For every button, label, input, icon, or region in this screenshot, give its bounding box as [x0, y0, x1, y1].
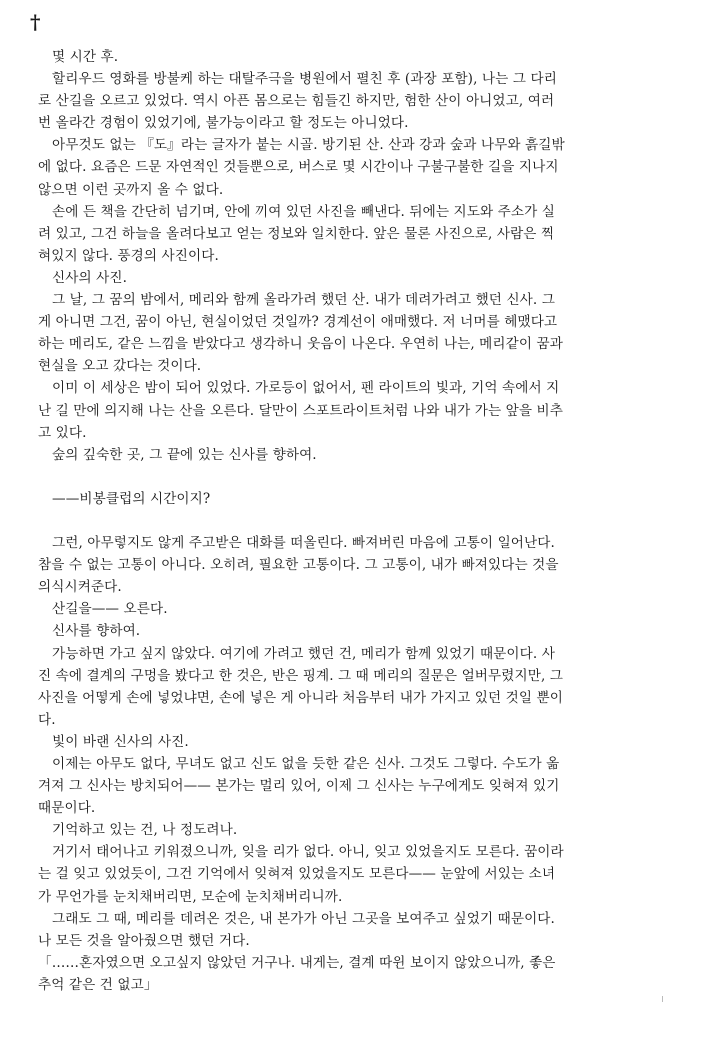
text-line: 숲의 깊숙한 곳, 그 끝에 있는 신사를 향하여. [52, 446, 317, 463]
text-line: 할리우드 영화를 방불케 하는 대탈주극을 병원에서 펼친 후 (과장 포함), 나는 그 다리 [52, 71, 557, 88]
text-line: 에 없다. 요즘은 드문 자연적인 것들뿐으로, 버스로 몇 시간이나 구불구불한 길을 지나지 [38, 159, 559, 176]
text-line: 추억 같은 건 없고」 [38, 976, 158, 993]
text-line: 가능하면 가고 싶지 않았다. 여기에 가려고 했던 건, 메리가 함께 있었기 때문이다. 사 [52, 645, 555, 662]
text-line: 거기서 태어나고 키워졌으니까, 잊을 리가 없다. 아니, 잊고 있었을지도 모른다. 꿈이라 [52, 844, 564, 861]
text-line: 사진을 어떻게 손에 넣었냐면, 손에 넣은 게 아니라 처음부터 내가 가지고 있던 것일 뿐이 [38, 689, 563, 706]
text-line: 「……혼자였으면 오고싶지 않았던 거구나. 내게는, 결계 따윈 보이지 않았으니까, 좋은 [38, 954, 556, 971]
text-line: 몇 시간 후. [52, 49, 119, 65]
text-line: 이제는 아무도 없다, 무녀도 없고 신도 없을 듯한 같은 신사. 그것도 그렇다. 수도가 옮 [52, 756, 560, 772]
text-line: 가 무언가를 눈치채버리면, 모순에 눈치채버리니까. [38, 888, 343, 905]
text-line: 신사의 사진. [52, 269, 127, 286]
text-line: ——비봉클럽의 시간이지? [52, 490, 211, 507]
text-line: 때문이다. [38, 800, 96, 817]
text-line: 그 날, 그 꿈의 밤에서, 메리와 함께 올라가려 했던 산. 내가 데려가려고 했던 신사. 그 [52, 292, 555, 309]
text-line: 다. [38, 711, 56, 728]
text-line: 빛이 바랜 신사의 사진. [52, 733, 189, 750]
body-text [38, 46, 672, 996]
text-line: 현실을 오고 갔다는 것이다. [38, 358, 202, 375]
text-line: 나 모든 것을 알아줬으면 했던 거다. [38, 932, 250, 949]
text-line: 않으면 이런 곳까지 올 수 없다. [38, 181, 224, 198]
text-line: 신사를 향하여. [52, 623, 141, 640]
text-line: 아무것도 없는 『도』라는 글자가 붙는 시골. 방기된 산. 산과 강과 숲과 나무와 흙길밖 [52, 137, 565, 154]
text-line: 고 있다. [38, 424, 87, 441]
text-line: 이미 이 세상은 밤이 되어 있었다. 가로등이 없어서, 펜 라이트의 빛과, 기억 속에서 지 [52, 380, 560, 397]
text-line: 번 올라간 경험이 있었기에, 불가능이라고 할 정도는 아니었다. [38, 115, 409, 132]
text-line: 그런, 아무렇지도 않게 주고받은 대화를 떠올린다. 빠져버린 마음에 고통이 일어난다. [52, 535, 555, 552]
text-line: 려 있고, 그건 하늘을 올려다보고 얻는 정보와 일치한다. 앞은 물론 사진으로, 사람은 찍 [38, 225, 555, 242]
text-line: 게 아니면 그건, 꿈이 아닌, 현실이었던 것일까? 경계선이 애매했다. 저 너머를 헤맸다고 [38, 314, 558, 331]
text-line: 로 산길을 오르고 있었다. 역시 아픈 몸으로는 힘들긴 하지만, 험한 산이 아니었고, 여러 [38, 93, 555, 110]
text-line: 진 속에 결계의 구멍을 봤다고 한 것은, 반은 핑계. 그 때 메리의 질문은 얼버무렸지만, 그 [38, 667, 564, 684]
text-line: 겨져 그 신사는 방치되어—— 본가는 멀리 있어, 이제 그 신사는 누구에게도 잊혀져 있기 [38, 778, 560, 795]
text-line: 손에 든 책을 간단히 넘기며, 안에 끼여 있던 사진을 빼낸다. 뒤에는 지도와 주소가 실 [52, 203, 555, 220]
text-line: 기억하고 있는 건, 나 정도려나. [52, 822, 238, 839]
text-line: 의식시켜준다. [38, 579, 122, 596]
text-line: 난 길 만에 의지해 나는 산을 오른다. 달만이 스포트라이트처럼 나와 내가 가는 앞을 비추 [38, 402, 563, 419]
text-line: 참을 수 없는 고통이 아니다. 오히려, 필요한 고통이다. 그 고통이, 내가 빠져있다는 것을 [38, 557, 559, 574]
blank-line [38, 510, 672, 532]
dagger-mark: † [30, 10, 41, 34]
text-line: 는 걸 잊고 있었듯이, 그건 기억에서 잊혀져 있었을지도 모른다—— 눈앞에 서있는 소녀 [38, 866, 556, 883]
text-line: 하는 메리도, 같은 느낌을 받았다고 생각하니 웃음이 나온다. 우연히 나는, 메리같이 꿈과 [38, 336, 563, 353]
text-line: 혀있지 않다. 풍경의 사진이다. [38, 247, 219, 264]
margin-tick [662, 996, 663, 1002]
text-line: 그래도 그 때, 메리를 데려온 것은, 내 본가가 아닌 그곳을 보여주고 싶었기 때문이다. [52, 910, 555, 927]
blank-line [38, 466, 672, 488]
text-line: 산길을—— 오른다. [52, 601, 168, 618]
